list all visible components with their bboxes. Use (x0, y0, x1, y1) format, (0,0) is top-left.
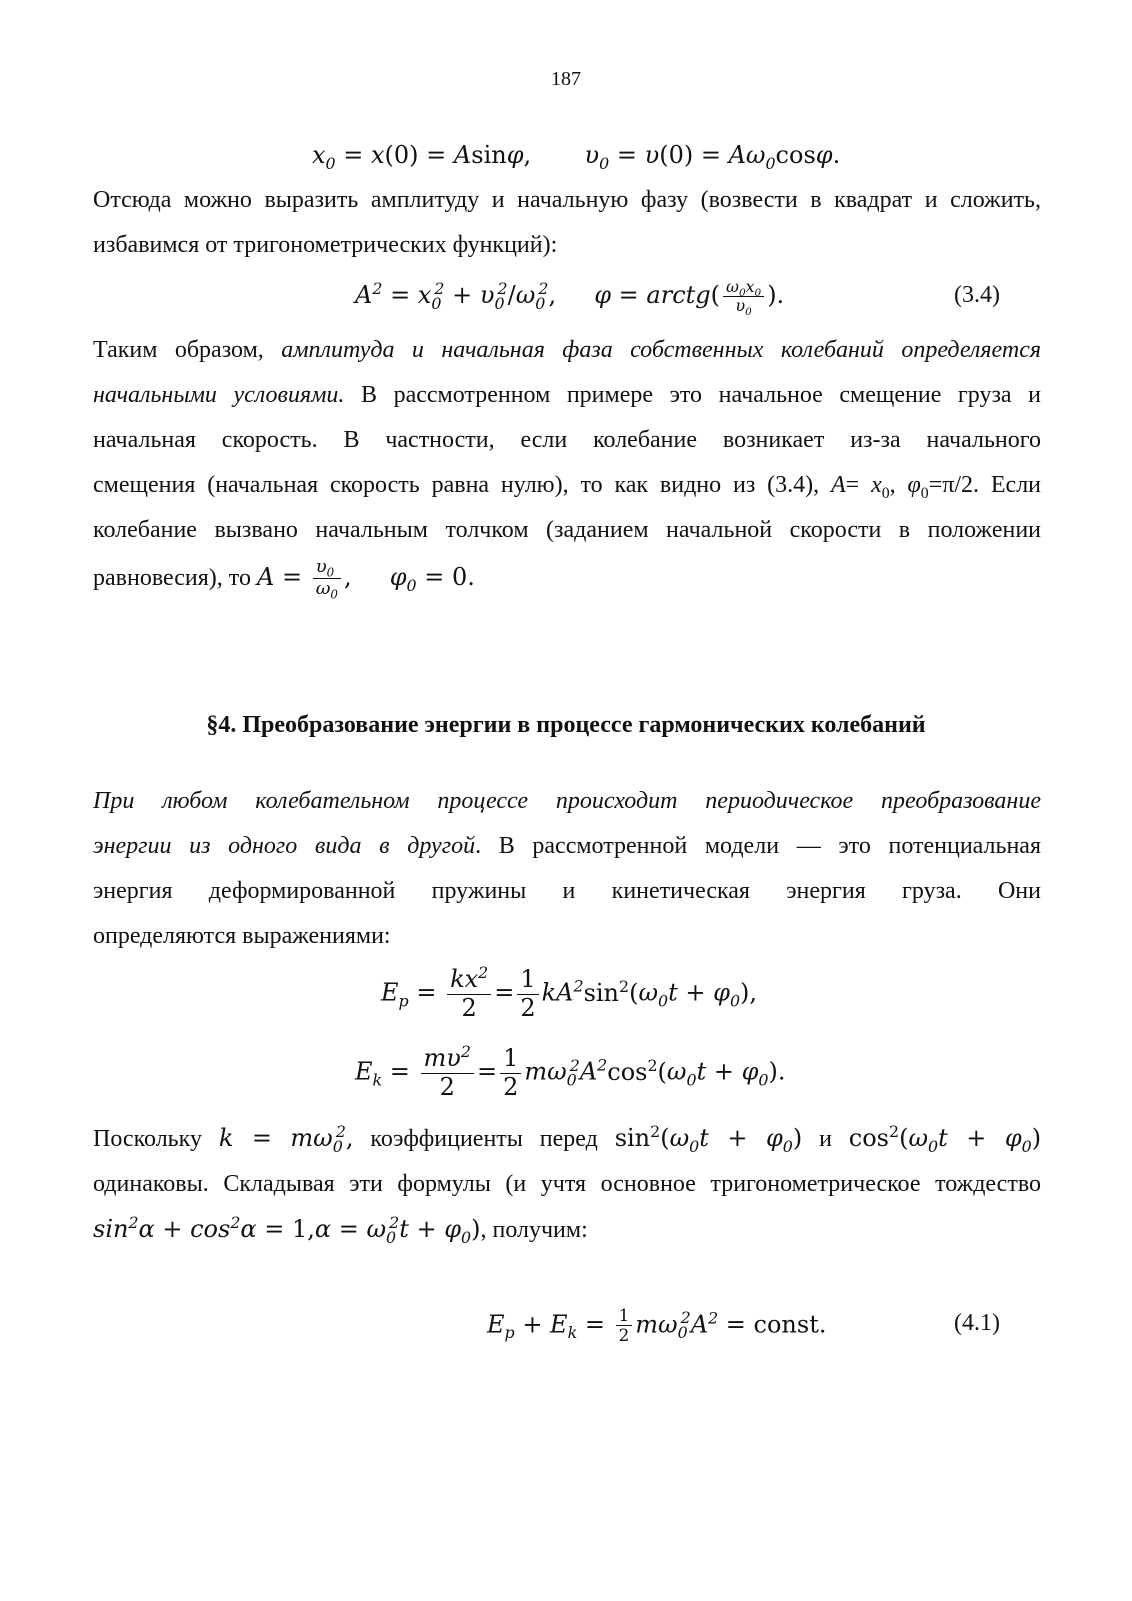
text-line: смещения (начальная скорость равна нулю), то как видно из (3.4), $A= x_0$, $\varphi_0=\pi/2$. Если (93, 472, 1042, 502)
paragraph-energy-conversion (93, 779, 1041, 959)
text-line: Отсюда можно выразить амплитуду и начальную фазу (возвести в квадрат и сложить, (93, 187, 1041, 213)
text-line: энергии из одного вида в другой. В рассмотренной модели — это потенциальная (93, 833, 1041, 859)
text-line: Таким образом, амплитуда и начальная фаза собственных колебаний определяется (93, 337, 1042, 363)
text-line: начальными условиями. В рассмотренном примере это начальное смещение груза и (93, 382, 1041, 408)
text-line: равновесия), то A = $\frac{\upsilon_0}{\omega_0}$ , $\varphi_0 = 0$. (93, 556, 475, 602)
text-line: колебание вызвано начальным толчком (заданием начальной скорости в положении (93, 517, 1041, 543)
text-line: одинаковы. Складывая эти формулы (и учтя основное тригонометрическое тождество (93, 1171, 1041, 1197)
equation-initial-conditions: $x_0 = x(0) = Asin\varphi$, $\upsilon_0 = \upsilon(0) = A\omega_0\cos\varphi$. (312, 141, 841, 173)
text-line: При любом колебательном процессе происходит периодическое преобразование (93, 788, 1041, 814)
section-heading: §4. Преобразование энергии в процессе гармонических колебаний (206, 712, 926, 738)
equation-number-4-1: (4.1) (954, 1310, 1000, 1336)
text-line: определяются выражениями: (93, 923, 391, 949)
equation-kinetic-energy: $E_k$ = $\frac{m\upsilon^2}{2}$ = $\frac{1}{2}$ $m\omega_0^2A^2\cos^2(\omega_0t + \varphi_0)$. (355, 1042, 786, 1101)
paragraph-coefficients (93, 1116, 1041, 1253)
text-line: энергия деформированной пружины и кинетическая энергия груза. Они (93, 878, 1041, 904)
text-line: Поскольку $k = m\omega_0^2$, коэффициенты перед $\sin^2(\omega_0t + \varphi_0)$ и $\cos^2(\omega_0t + \varphi_0)$ (93, 1122, 1042, 1156)
page-number: 187 (551, 68, 581, 90)
equation-potential-energy: $E_p$ = $\frac{kx^2}{2}$ = $\frac{1}{2}$ $kA^2\sin^2(\omega_0t + \varphi_0)$, (381, 963, 758, 1022)
text-line: $\sin^2\alpha + \cos^2\alpha = 1,\alpha = \omega_0^2t + \varphi_0$), получим: (93, 1213, 588, 1247)
paragraph-amplitude-phase (93, 178, 1041, 268)
text-line: начальная скорость. В частности, если колебание возникает из-за начального (93, 427, 1041, 453)
equation-3-4: $A^2 = x_0^2 + \upsilon_0^2/\omega_0^2$, φ = arctg( $\frac{\omega_0x_0}{\upsilon_0}$ ). (355, 277, 785, 319)
equation-number-3-4: (3.4) (954, 282, 1000, 308)
text-line: избавимся от тригонометрических функций): (93, 232, 558, 258)
paragraph-initial-conditions (93, 328, 1041, 601)
equation-4-1: $E_p + E_k$ = $\frac{1}{2}$ $m\omega_0^2A^2$ = const. (487, 1305, 827, 1346)
